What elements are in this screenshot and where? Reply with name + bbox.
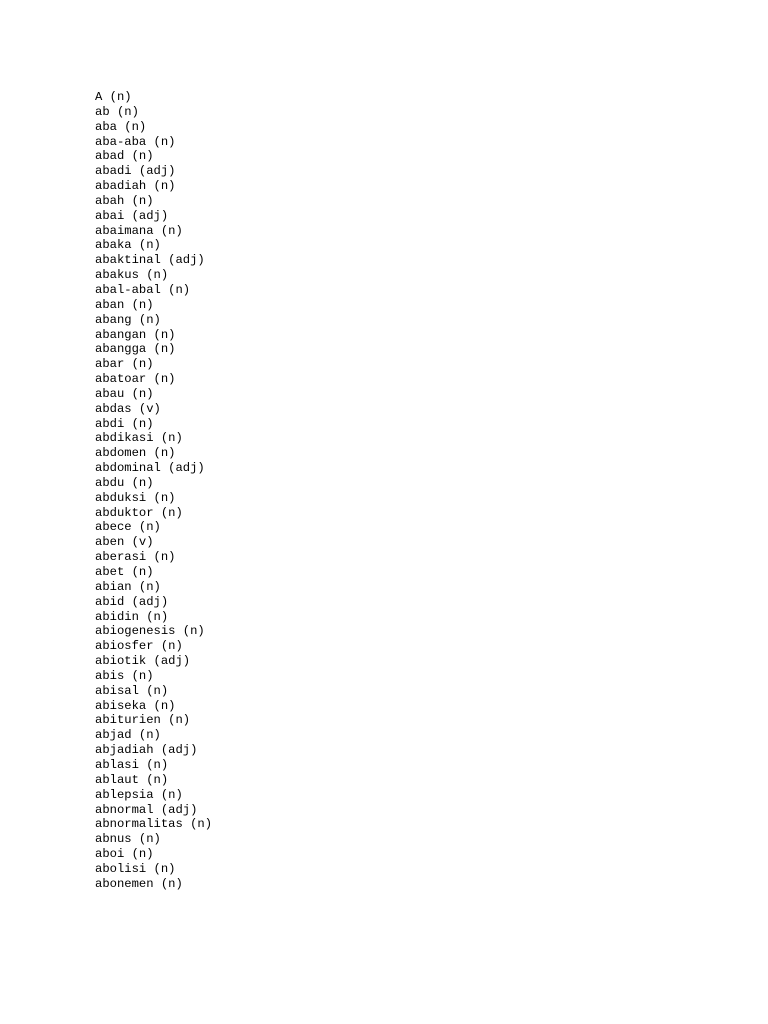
list-item: abiturien (n) [95, 713, 191, 728]
list-item: abau (n) [95, 386, 154, 401]
list-item: abece (n) [95, 520, 161, 535]
list-item: abal-abal (n) [95, 282, 191, 297]
list-item: aban (n) [95, 297, 154, 312]
list-item: abjad (n) [95, 728, 161, 743]
list-item: abidin (n) [95, 609, 169, 624]
list-item: abdu (n) [95, 475, 154, 490]
list-item: abdi (n) [95, 416, 154, 431]
list-item: abnormal (adj) [95, 802, 198, 817]
list-item: abad (n) [95, 149, 154, 164]
list-item: abdas (v) [95, 401, 161, 416]
list-item: abiotik (adj) [95, 654, 191, 669]
list-item: abolisi (n) [95, 861, 176, 876]
list-item: abatoar (n) [95, 372, 176, 387]
list-item: abar (n) [95, 357, 154, 372]
list-item: abjadiah (adj) [95, 743, 198, 758]
list-item: ab (n) [95, 104, 139, 119]
list-item: abadi (adj) [95, 164, 176, 179]
list-item: abduktor (n) [95, 505, 183, 520]
list-item: ablaut (n) [95, 772, 169, 787]
list-item: abid (adj) [95, 594, 169, 609]
list-item: abaktinal (adj) [95, 253, 205, 268]
list-item: aboi (n) [95, 847, 154, 862]
list-item: abnus (n) [95, 832, 161, 847]
list-item: A (n) [95, 90, 132, 104]
list-item: abduksi (n) [95, 490, 176, 505]
list-item: abiogenesis (n) [95, 624, 205, 639]
list-item: abadiah (n) [95, 179, 176, 194]
list-item: abonemen (n) [95, 876, 183, 891]
list-item: abaka (n) [95, 238, 161, 253]
list-item: abian (n) [95, 579, 161, 594]
list-item: abdominal (adj) [95, 461, 205, 476]
list-item: abisal (n) [95, 683, 169, 698]
list-item: abnormalitas (n) [95, 817, 213, 832]
list-item: abdikasi (n) [95, 431, 183, 446]
list-item: abaimana (n) [95, 223, 183, 238]
list-item: abah (n) [95, 193, 154, 208]
list-item: abakus (n) [95, 268, 169, 283]
list-item: aba (n) [95, 119, 147, 134]
list-item: aben (v) [95, 535, 154, 550]
list-item: abdomen (n) [95, 446, 176, 461]
list-item: abangan (n) [95, 327, 176, 342]
list-item: aba-aba (n) [95, 134, 176, 149]
list-item: abis (n) [95, 668, 154, 683]
list-item: abiseka (n) [95, 698, 176, 713]
list-item: abiosfer (n) [95, 639, 183, 654]
list-item: abang (n) [95, 312, 161, 327]
list-item: ablasi (n) [95, 757, 169, 772]
list-item: abai (adj) [95, 208, 169, 223]
list-item: abet (n) [95, 565, 154, 579]
list-item: aberasi (n) [95, 550, 176, 565]
list-item: abangga (n) [95, 342, 176, 357]
word-list [95, 90, 212, 892]
list-item: ablepsia (n) [95, 787, 183, 802]
